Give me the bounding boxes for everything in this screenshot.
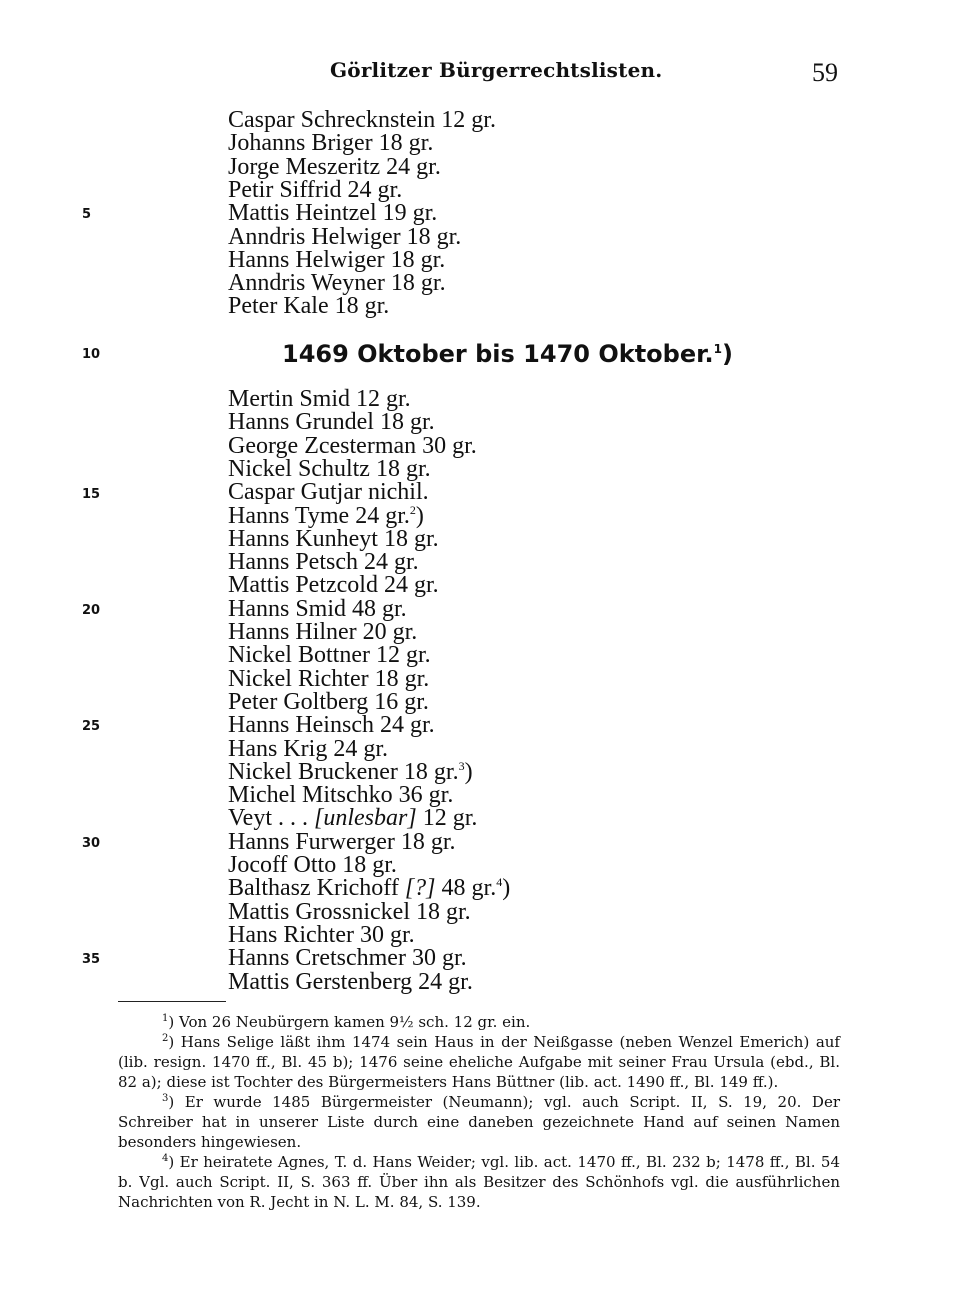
entry-text: Nickel Bottner 12 gr. [228,642,431,669]
entry-text: Hanns Grundel 18 gr. [228,409,435,436]
footnote-ref-paren: ) [502,875,511,902]
entry-text: Veyt . . . [228,805,314,832]
entry-text: Mertin Smid 12 gr. [228,386,411,412]
footnote-ref-paren: ) [722,340,733,368]
list-entry [228,760,473,784]
footnote-mark: 2 [162,1033,169,1044]
list-entry [228,504,424,528]
entry-text: Mattis Grossnickel 18 gr. [228,898,471,925]
list-entry [228,620,417,644]
list-entry [228,713,435,737]
entry-text: Hanns Furwerger 18 gr. [228,828,456,855]
line-number: 25 [82,719,101,734]
line-number: 35 [82,952,101,967]
footnote-text: ) Hans Selige läßt ihm 1474 sein Haus in der Neißgasse (neben Wenzel Emerich) auf (lib. resign. 1470 ff., Bl. 45 b); 1476 seine eheliche Aufgabe mit seiner Frau Ursula (ebd., Bl. 82 a); diese ist Tochter des Bürgermeisters Hans Büttner (lib. act. 1490 ff., Bl. 149 ff.). [118,1033,840,1091]
list-entry: Hanns Helwiger 18 gr. [228,246,446,273]
line-number: 15 [82,487,101,502]
footnote-ref: 3 [458,758,465,773]
line-number: 30 [82,836,101,851]
entry-text: Hans Richter 30 gr. [228,921,415,948]
entry-text: Nickel Bruckener 18 gr. [228,758,459,785]
entry-text: Caspar Gutjar nichil. [228,479,429,506]
list-entry: Anndris Weyner 18 gr. [228,270,446,297]
entry-text: Nickel Schultz 18 gr. [228,455,431,482]
list-entry [228,783,453,807]
footnote [118,1012,840,1032]
entry-text: Mattis Gerstenberg 24 gr. [228,968,473,995]
list-entry: Peter Kale 18 gr. [228,293,390,320]
list-entry: Mattis Heintzel 19 gr. [228,200,438,227]
list-entry [228,573,439,597]
footnote-mark: 3 [162,1093,169,1104]
list-entry [228,387,411,411]
entry-text: Peter Goltberg 16 gr. [228,688,429,715]
line-number: 5 [82,207,92,222]
list-entry [228,806,477,830]
footnote-text: ) Er wurde 1485 Bürgermeister (Neumann); vgl. auch Script. II, S. 19, 20. Der Schreiber hat in unserer Liste durch eine daneben gezeichnete Hand auf seinen Namen besonders hingewiesen. [118,1093,840,1151]
entry-text: Hanns Heinsch 24 gr. [228,712,435,739]
footnote-text: ) Er heiratete Agnes, T. d. Hans Weider; vgl. lib. act. 1470 ff., Bl. 232 b; 1478 ff., Bl. 54 b. Vgl. auch Script. II, S. 363 ff. Über ihn als Besitzer des Schönhofs vgl. die ausführlichen Nachrichten von R. Jecht in N. L. M. 84, S. 139. [118,1153,840,1211]
entry-text-cont: 48 gr. [435,875,497,902]
entry-text: Hanns Cretschmer 30 gr. [228,945,467,972]
list-entry [228,946,467,970]
list-entry [228,853,397,877]
section-heading [282,340,733,368]
list-entry [228,970,473,994]
list-entry: Caspar Schrecknstein 12 gr. [228,107,496,133]
list-entry: Johanns Briger 18 gr. [228,130,434,157]
list-entry [228,737,388,761]
entry-text: Nickel Richter 18 gr. [228,665,430,692]
entry-editorial-note: [?] [404,875,436,902]
list-entry [228,410,435,434]
list-entry [228,923,415,947]
list-entry [228,527,439,551]
line-number: 10 [82,347,101,362]
entry-text: Hanns Petsch 24 gr. [228,549,419,576]
list-entry: Anndris Helwiger 18 gr. [228,223,462,250]
footnote [118,1032,840,1092]
list-entry: Petir Siffrid 24 gr. [228,176,403,203]
list-entry [228,830,456,854]
entry-text: Hanns Kunheyt 18 gr. [228,525,439,552]
list-entry [228,690,429,714]
footnote [118,1152,840,1212]
list-entry [228,550,419,574]
footnote [118,1092,840,1152]
entry-text: Hanns Smid 48 gr. [228,595,407,622]
list-entry: Jorge Meszeritz 24 gr. [228,153,441,180]
list-entry [228,876,510,900]
entry-text: George Zcesterman 30 gr. [228,432,477,459]
page-number: 59 [812,58,838,87]
line-number: 20 [82,603,101,618]
list-entry [228,597,407,621]
footnote-mark: 1 [162,1013,169,1024]
list-entry [228,457,431,481]
entry-text: Hans Krig 24 gr. [228,735,388,762]
entry-text-cont: 12 gr. [416,805,478,832]
footnote-mark: 4 [162,1153,169,1164]
footnote-rule [118,1001,226,1002]
list-entry [228,643,431,667]
entry-text: Mattis Petzcold 24 gr. [228,572,439,599]
entry-text: Hanns Tyme 24 gr. [228,502,410,529]
list-entry [228,480,429,504]
footnote-ref: 4 [496,875,503,890]
list-entry [228,667,429,691]
footnote-ref-paren: ) [415,502,424,529]
footnote-ref: 1 [713,342,722,356]
footnotes [118,1012,840,1212]
list-entry [228,434,477,458]
entry-text: Hanns Hilner 20 gr. [228,619,418,645]
running-header-title: Görlitzer Bürgerrechtslisten. [330,58,663,82]
footnote-ref-paren: ) [464,758,473,785]
entry-text: Balthasz Krichoff [228,875,405,902]
footnote-ref: 2 [409,502,416,517]
list-entry [228,900,471,924]
entry-editorial-note: [unlesbar] [314,805,417,832]
section-heading-text: 1469 Oktober bis 1470 Oktober. [282,340,714,368]
footnote-text: ) Von 26 Neubürgern kamen 9½ sch. 12 gr. ein. [168,1013,531,1031]
entry-text: Jocoff Otto 18 gr. [228,852,397,878]
entry-text: Michel Mitschko 36 gr. [228,782,454,809]
